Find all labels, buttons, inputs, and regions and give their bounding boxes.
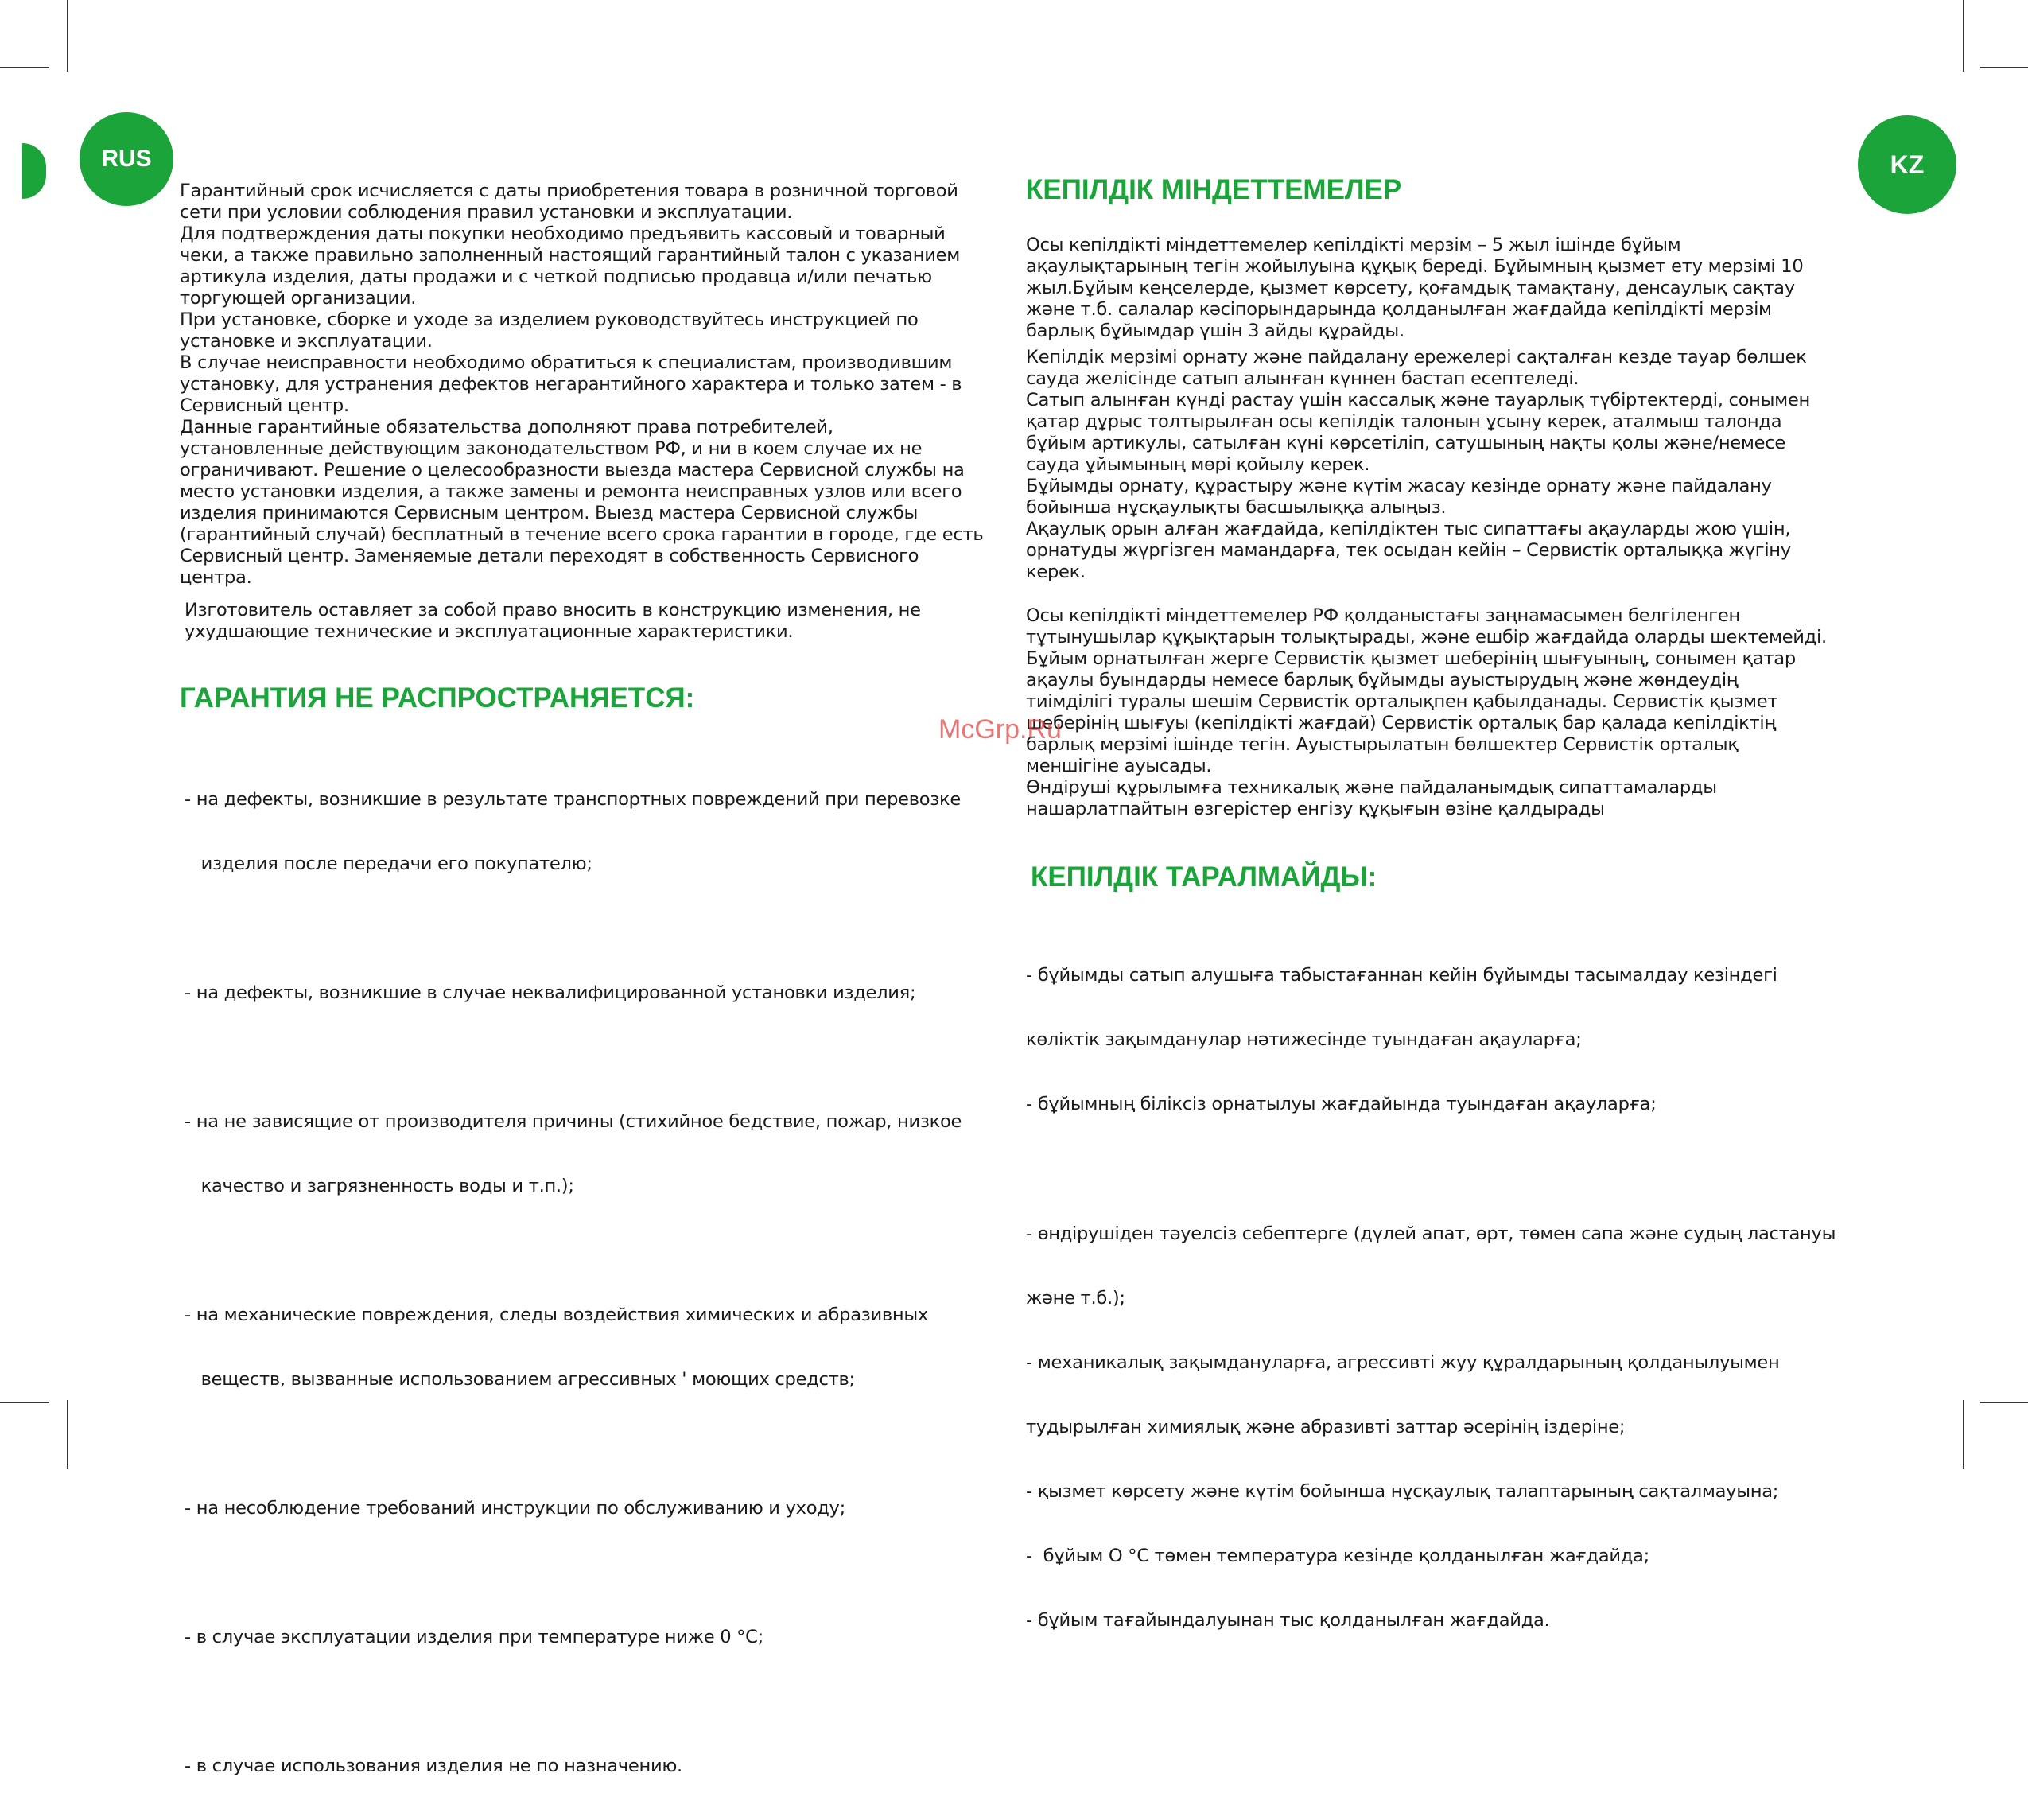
text-line: установку, для устранения дефектов негарантийного характера и только затем - в [180,374,962,395]
text-line: установленные действующим законодательством РФ, и ни в коем случае их не [180,438,923,459]
list-item: - на дефекты, возникшие в результате транспортных повреждений при перевозке [185,789,961,810]
kz-para-1 [1026,235,1869,342]
kz-column [1026,174,1869,1674]
text-line: және т.б. салалар кәсіпорындарында қолданылған жағдайда кепілдікті мерзім [1026,299,1772,320]
watermark: McGrp.Ru [938,714,1062,745]
text-line: тиімділігі туралы шешім Сервистік орталықпен қабылданады. Сервистік қызмет [1026,691,1778,712]
text-line: Сатып алынған күнді растау үшін кассалық және тауарлық түбіртектерді, сонымен [1026,390,1810,410]
text-line: ақаулы буындарды немесе барлық бұйымды ауыстырудың және жөндеудің [1026,670,1739,690]
text-line: орнатуды жүргізген мамандарға, тек осыдан кейін – Сервистік орталыққа жүгіну [1026,540,1791,561]
list-item: - механикалық зақымдануларға, агрессивті жуу құралдарының қолданылуымен [1026,1352,1780,1373]
text-line: Осы кепілдікті міндеттемелер кепілдікті мерзім – 5 жыл ішінде бұйым [1026,235,1681,255]
text-line: Ақаулық орын алған жағдайда, кепілдіктен тыс сипаттағы ақауларды жою үшін, [1026,519,1791,539]
rus-intro [180,181,1007,589]
kz-title: КЕПІЛДІК МІНДЕТТЕМЕЛЕР [1026,174,1402,205]
text-line: Для подтверждения даты покупки необходимо предъявить кассовый и товарный [180,224,946,244]
text-line: Кепілдік мерзімі орнату және пайдалану ережелері сақталған кезде тауар бөлшек [1026,347,1807,368]
text-line: место установки изделия, а также замены и ремонта неисправных узлов или всего [180,481,962,502]
text-line: Изготовитель оставляет за собой право вносить в конструкцию изменения, не [185,600,921,620]
text-line: Бұйым орнатылған жерге Сервистік қызмет шеберінің шығуының, сонымен қатар [1026,648,1796,669]
text-line: нашарлатпайтын өзгерістер енгізу құқығын өзіне қалдырады [1026,799,1605,819]
crop-mark [67,0,68,72]
crop-mark [1980,1402,2028,1403]
kz-exclusions-list [1026,922,1869,1674]
text-line: сауда желісінде сатып алынған күннен бастап есептеледі. [1026,368,1579,389]
text-line: изделия принимаются Сервисным центром. Выезд мастера Сервисной службы [180,503,919,523]
list-item: - бұйымның біліксіз орнатылуы жағдайында туындаған ақауларға; [1026,1094,1657,1114]
rus-exclusions-list [180,746,1007,1820]
list-item: качество и загрязненность воды и т.п.); [185,1176,574,1196]
text-line: Өндіруші құрылымға техникалық және пайдаланымдық сипаттамаларды [1026,777,1717,798]
rus-manufacturer-note [180,600,1007,643]
text-line: В случае неисправности необходимо обратиться к специалистам, производившим [180,352,953,373]
kz-para-2 [1026,347,1869,583]
list-item: - қызмет көрсету және күтім бойынша нұсқаулық талаптарының сақталмауына; [1026,1481,1779,1502]
list-item: көліктік зақымданулар нәтижесінде туындаған ақауларға; [1026,1029,1582,1050]
list-item: - на несоблюдение требований инструкции по обслуживанию и уходу; [185,1498,845,1519]
list-item: - на дефекты, возникшие в случае неквалифицированной установки изделия; [185,982,916,1003]
text-line: барлық мерзімі ішінде тегін. Ауыстырылатын бөлшектер Сервистік орталық [1026,734,1739,755]
text-line: Бұйымды орнату, құрастыру және күтім жасау кезінде орнату және пайдалану [1026,476,1772,496]
kz-para-3 [1026,605,1869,820]
crop-mark [1963,0,1964,72]
crop-mark [67,1400,68,1469]
text-line: бұйым артикулы, сатылған күні көрсетіліп, сатушының нақты қолы және/немесе [1026,433,1785,453]
list-item: - бұйым тағайындалуынан тыс қолданылған жағдайда. [1026,1610,1550,1631]
text-line: меншігіне ауысады. [1026,756,1212,776]
text-line: ограничивают. Решение о целесообразности выезда мастера Сервисной службы на [180,460,965,480]
text-line: сети при условии соблюдения правил установки и эксплуатации. [180,202,793,223]
list-item: веществ, вызванные использованием агрессивных ' моющих средств; [185,1369,855,1390]
text-line: Сервисный центр. [180,395,349,416]
text-line: жыл.Бұйым кеңселерде, қызмет көрсету, қоғамдық тамақтану, денсаулық сақтау [1026,278,1795,298]
crop-mark [0,67,49,68]
list-item: және т.б.); [1026,1288,1125,1309]
text-line: Сервисный центр. Заменяемые детали переходят в собственность Сервисного [180,546,919,566]
text-line: установке и эксплуатации. [180,331,433,352]
list-item: - на не зависящие от производителя причины (стихийное бедствие, пожар, низкое [185,1111,962,1132]
list-item: - өндірушіден тәуелсіз себептерге (дүлей апат, өрт, төмен сапа және судың ластануы [1026,1223,1836,1244]
crop-mark [1980,67,2028,68]
text-line: шеберінің шығуы (кепілдікті жағдай) Сервистік орталық бар қалада кепілдіктің [1026,713,1776,733]
text-line: ақаулықтарының тегін жойылуына құқық береді. Бұйымның қызмет ету мерзімі 10 [1026,256,1804,277]
text-line: керек. [1026,562,1086,582]
text-line: центра. [180,567,252,588]
list-item: тудырылған химиялық және абразивті заттар әсерінің іздеріне; [1026,1417,1626,1437]
text-line: артикула изделия, даты продажи и с четкой подписью продавца и/или печатью [180,266,932,287]
text-line: барлық бұйымдар үшін 3 айды құрайды. [1026,321,1404,341]
list-item: - в случае эксплуатации изделия при температуре ниже 0 °С; [185,1627,763,1647]
text-line: Данные гарантийные обязательства дополняют права потребителей, [180,417,833,438]
text-line: бойынша нұсқаулықты басшылыққа алыңыз. [1026,497,1447,518]
text-line: ухудшающие технические и эксплуатационные характеристики. [185,621,794,642]
text-line: тұтынушылар құқықтарын толықтырады, және ешбір жағдайда оларды шектемейді. [1026,627,1827,648]
rus-column [180,181,1007,1820]
language-badge-rus: RUS [80,112,173,206]
text-line: Гарантийный срок исчисляется с даты приобретения товара в розничной торговой [180,181,958,201]
text-line: сауда ұйымының мөрі қойылу керек. [1026,454,1370,475]
edge-tab [22,143,46,199]
list-item: - бұйымды сатып алушыға табыстағаннан кейін бұйымды тасымалдау кезіндегі [1026,965,1777,986]
language-badge-kz: KZ [1858,115,1956,214]
list-item: - в случае использования изделия не по назначению. [185,1756,682,1776]
text-line: қатар дұрыс толтырылған осы кепілдік талонын ұсыну керек, аталмыш талонда [1026,411,1782,432]
text-line: Осы кепілдікті міндеттемелер РФ қолданыстағы заңнамасымен белгіленген [1026,605,1740,626]
text-line: торгующей организации. [180,288,417,309]
list-item: - на механические повреждения, следы воздействия химических и абразивных [185,1305,928,1325]
text-line: При установке, сборке и уходе за изделием руководствуйтесь инструкцией по [180,309,919,330]
list-item: изделия после передачи его покупателю; [185,854,592,874]
text-line: (гарантийный случай) бесплатный в течение всего срока гарантии в городе, где есть [180,524,984,545]
rus-exclusions-title: ГАРАНТИЯ НЕ РАСПРОСТРАНЯЕТСЯ: [180,682,695,714]
crop-mark [0,1402,49,1403]
crop-mark [1963,1400,1964,1469]
kz-exclusions-title: КЕПІЛДІК ТАРАЛМАЙДЫ: [1031,861,1377,892]
text-line: чеки, а также правильно заполненный настоящий гарантийный талон с указанием [180,245,960,266]
list-item: - бұйым О °С төмен температура кезінде қолданылған жағдайда; [1026,1546,1649,1566]
